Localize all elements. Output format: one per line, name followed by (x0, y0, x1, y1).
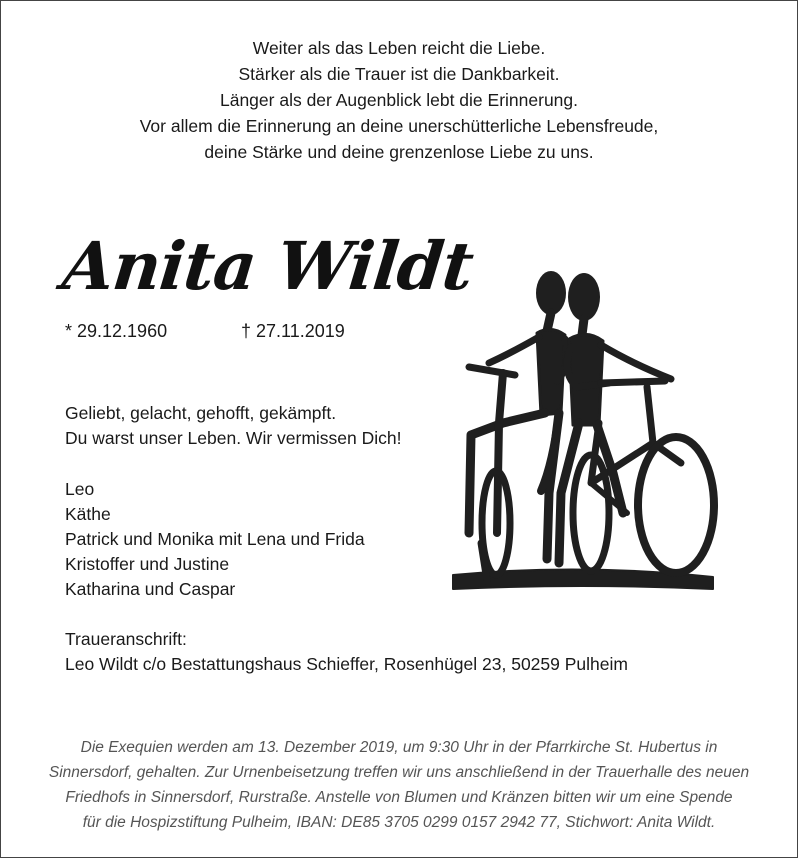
address-line: Leo Wildt c/o Bestattungshaus Schieffer, Rosenhügel 23, 50259 Pulheim (65, 654, 628, 674)
family-member: Katharina und Caspar (65, 579, 236, 599)
poem-line: Vor allem die Erinnerung an deine unerschütterliche Lebensfreude, (139, 116, 659, 136)
deceased-name: Anita Wildt (58, 227, 477, 305)
motto (65, 401, 402, 451)
birth-date: * 29.12.1960 (65, 321, 168, 341)
service-line: Die Exequien werden am 13. Dezember 2019, um 9:30 Uhr in der Pfarrkirche St. Hubertus in (80, 739, 718, 756)
family-list (65, 477, 365, 602)
service-details (1, 735, 797, 835)
service-line: Friedhofs in Sinnersdorf, Rurstraße. Anstelle von Blumen und Kränzen bitten wir um eine Spende (65, 789, 733, 806)
family-member: Kristoffer und Justine (65, 554, 230, 574)
mourning-address (65, 627, 628, 677)
service-line: für die Hospizstiftung Pulheim, IBAN: DE85 3705 0299 0157 2942 77, Stichwort: Anita Wildt. (82, 814, 716, 831)
couple-bicycle-sculpture-image (441, 263, 731, 593)
poem-line: Stärker als die Trauer ist die Dankbarkeit. (238, 64, 560, 84)
family-member: Leo (65, 479, 95, 499)
motto-line: Geliebt, gelacht, gehofft, gekämpft. (65, 403, 337, 423)
family-member: Käthe (65, 504, 111, 524)
family-member: Patrick und Monika mit Lena und Frida (65, 529, 365, 549)
death-date: † 27.11.2019 (241, 321, 345, 341)
motto-line: Du warst unser Leben. Wir vermissen Dich! (65, 428, 402, 448)
address-label: Traueranschrift: (65, 629, 187, 649)
poem (1, 35, 797, 165)
poem-line: deine Stärke und deine grenzenlose Liebe zu uns. (204, 142, 594, 162)
poem-line: Länger als der Augenblick lebt die Erinnerung. (219, 90, 578, 110)
poem-line: Weiter als das Leben reicht die Liebe. (252, 38, 546, 58)
service-line: Sinnersdorf, gehalten. Zur Urnenbeisetzung treffen wir uns anschließend in der Trauerhalle des neuen (48, 764, 750, 781)
